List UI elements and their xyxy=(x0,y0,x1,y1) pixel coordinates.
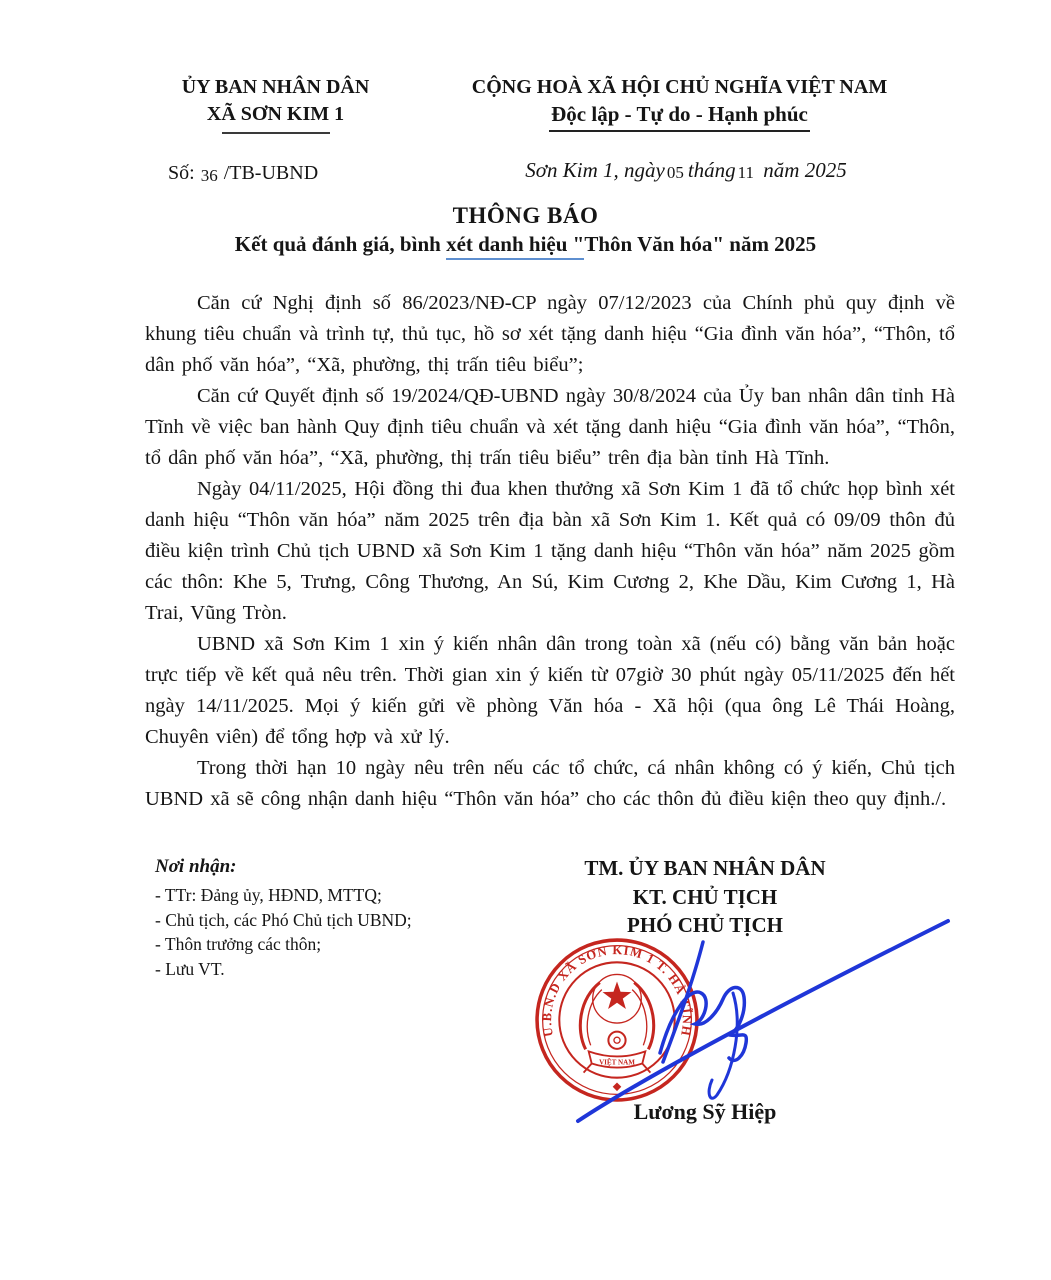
org-underline xyxy=(222,132,330,134)
recipients-block xyxy=(155,856,495,981)
national-motto: Độc lập - Tự do - Hạnh phúc xyxy=(549,102,810,132)
seal-ring-text: U.B.N.D XÃ SƠN KIM 1 T. HÀ TĨNH xyxy=(540,943,694,1038)
seal-banner-text: VIỆT NAM xyxy=(599,1058,635,1067)
document-number-suffix: /TB-UBND xyxy=(223,162,319,184)
org-name-line2: XÃ SƠN KIM 1 xyxy=(206,103,345,125)
recipient-item: - TTr: Đảng ủy, HĐND, MTTQ; xyxy=(155,885,382,905)
issuing-org-block xyxy=(138,76,413,134)
national-name: CỘNG HOÀ XÃ HỘI CHỦ NGHĨA VIỆT NAM xyxy=(471,76,888,98)
date-day: 05 xyxy=(666,163,684,182)
recipients-label: Nơi nhận: xyxy=(155,856,237,877)
recipient-item: - Chủ tịch, các Phó Chủ tịch UBND; xyxy=(155,909,412,930)
date-suffix: năm 2025 xyxy=(763,158,847,182)
paragraph: Căn cứ Quyết định số 19/2024/QĐ-UBND ngày 30/8/2024 của Ủy ban nhân dân tỉnh Hà Tĩnh về việc ban hành Quy định tiêu chuẩn và xét tặng danh hiệu “Gia đình văn hóa”, “Thôn, tổ dân phố văn hóa”, “Xã, phường, thị trấn tiêu biểu” trên địa bàn tỉnh Hà Tĩnh. xyxy=(145,385,955,469)
svg-text:U.B.N.D XÃ SƠN KIM 1 T. HÀ TĨN xyxy=(540,943,694,1038)
document-body xyxy=(145,288,955,815)
subject-pre: Kết quả đánh giá, bình xyxy=(234,232,447,256)
signature-authority-line3: PHÓ CHỦ TỊCH xyxy=(627,913,783,937)
signature-authority-line2: KT. CHỦ TỊCH xyxy=(632,885,778,909)
document-type-title: THÔNG BÁO xyxy=(452,203,599,228)
recipient-item: - Thôn trưởng các thôn; xyxy=(155,934,322,954)
signer-name: Lương Sỹ Hiệp xyxy=(633,1099,777,1124)
document-number xyxy=(168,162,318,185)
org-name-line1: ỦY BAN NHÂN DÂN xyxy=(181,76,370,98)
seal-diamond xyxy=(613,1083,622,1092)
document-number-value: 36 xyxy=(200,166,218,185)
recipient-item: - Lưu VT. xyxy=(155,958,225,979)
paragraph: UBND xã Sơn Kim 1 xin ý kiến nhân dân trong toàn xã (nếu có) bằng văn bản hoặc trực tiếp về kết quả nêu trên. Thời gian xin ý kiến từ 07giờ 30 phút ngày 05/11/2025 đến hết ngày 14/11/2025. Mọi ý kiến gửi về phòng Văn hóa - Xã hội (qua ông Lê Thái Hoàng, Chuyên viên) để tổng hợp và xử lý. xyxy=(145,633,955,748)
national-header-block xyxy=(432,76,927,132)
date-month: 11 xyxy=(737,163,755,182)
signature-authority-line1: TM. ỦY BAN NHÂN DÂN xyxy=(584,856,826,880)
paragraph: Trong thời hạn 10 ngày nêu trên nếu các tổ chức, cá nhân không có ý kiến, Chủ tịch UBND xã sẽ công nhận danh hiệu “Thôn văn hóa” cho các thôn đủ điều kiện theo quy định./. xyxy=(145,757,955,810)
date-month-word: tháng xyxy=(687,158,736,182)
star-icon xyxy=(603,982,632,1009)
paragraph: Căn cứ Nghị định số 86/2023/NĐ-CP ngày 07/12/2023 của Chính phủ quy định về khung tiêu chuẩn và trình tự, thủ tục, hồ sơ xét tặng danh hiệu “Gia đình văn hóa”, “Thôn, tổ dân phố văn hóa”, “Xã, phường, thị trấn tiêu biểu”; xyxy=(145,292,955,376)
official-seal xyxy=(533,936,701,1104)
signature-authority-block xyxy=(528,856,882,938)
place-date-line xyxy=(468,158,904,183)
subject-underlined: xét danh hiệu " xyxy=(446,232,584,260)
date-prefix: Sơn Kim 1, ngày xyxy=(525,158,665,182)
document-number-label: Số: xyxy=(168,162,195,184)
national-emblem xyxy=(580,974,653,1072)
document-subject-title xyxy=(0,232,1051,257)
subject-post: Thôn Văn hóa" năm 2025 xyxy=(584,232,817,256)
paragraph: Ngày 04/11/2025, Hội đồng thi đua khen thưởng xã Sơn Kim 1 đã tổ chức họp bình xét danh hiệu “Thôn văn hóa” năm 2025 trên địa bàn xã Sơn Kim 1. Kết quả có 09/09 thôn đủ điều kiện trình Chủ tịch UBND xã Sơn Kim 1 tặng danh hiệu “Thôn văn hóa” năm 2025 gồm các thôn: Khe 5, Trưng, Công Thương, An Sú, Kim Cương 2, Khe Dầu, Kim Cương 1, Hà Trai, Vũng Tròn. xyxy=(145,478,955,624)
